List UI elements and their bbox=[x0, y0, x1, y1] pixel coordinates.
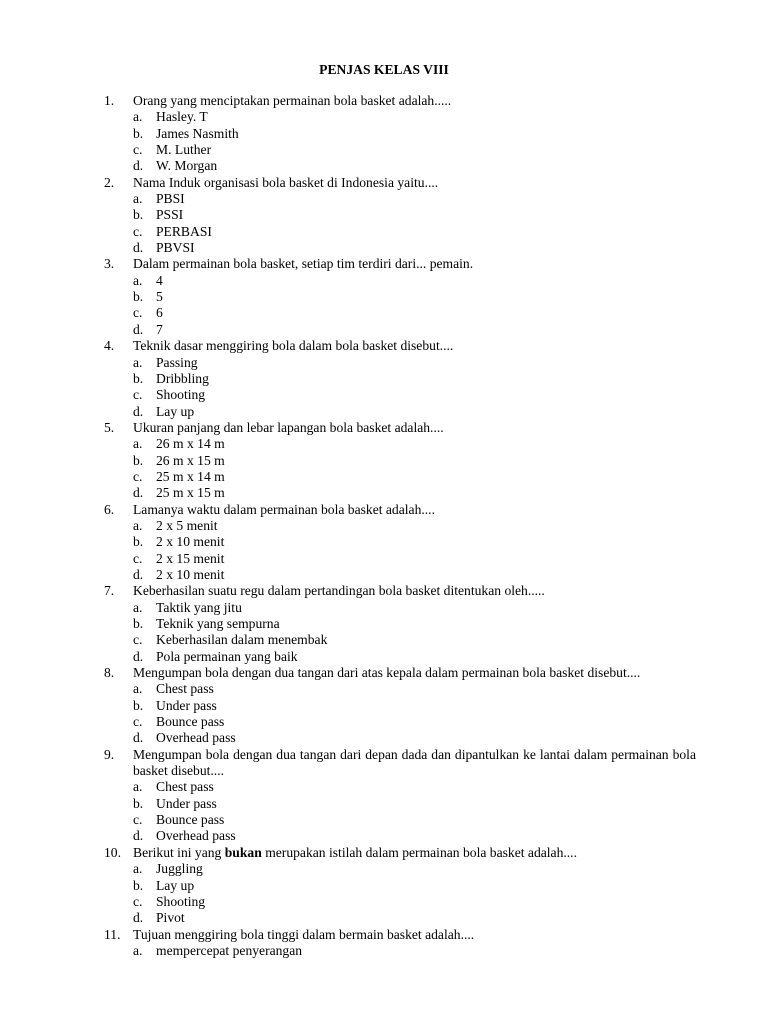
question-line bbox=[0, 583, 768, 599]
question-text bbox=[133, 927, 696, 943]
option-text: Overhead pass bbox=[156, 730, 236, 746]
option-text: Chest pass bbox=[156, 681, 214, 697]
option-text: M. Luther bbox=[156, 142, 212, 158]
page-title: PENJAS KELAS VIII bbox=[319, 62, 449, 77]
option-letter: b. bbox=[133, 370, 144, 386]
option-letter: b. bbox=[133, 534, 144, 550]
option-letter: c. bbox=[133, 812, 143, 828]
question-line bbox=[0, 256, 768, 272]
option-letter: d. bbox=[133, 648, 144, 664]
question-number: 7. bbox=[104, 583, 115, 599]
answer-option bbox=[0, 812, 768, 828]
question-item bbox=[0, 583, 768, 665]
option-letter: b. bbox=[133, 125, 144, 141]
question-text-part: Nama Induk organisasi bola basket di Indonesia yaitu.... bbox=[133, 174, 439, 190]
question-number: 2. bbox=[104, 174, 115, 190]
question-item bbox=[0, 420, 768, 502]
question-item bbox=[0, 338, 768, 420]
option-letter: b. bbox=[133, 877, 144, 893]
option-letter: a. bbox=[133, 109, 143, 125]
option-letter: c. bbox=[133, 468, 143, 484]
option-text: 25 m x 14 m bbox=[156, 468, 225, 484]
answer-option bbox=[0, 453, 768, 469]
option-text: 2 x 10 menit bbox=[156, 566, 225, 582]
option-text: 25 m x 15 m bbox=[156, 485, 225, 501]
option-letter: b. bbox=[133, 795, 144, 811]
answer-option bbox=[0, 126, 768, 142]
option-letter: a. bbox=[133, 436, 143, 452]
answer-option bbox=[0, 730, 768, 746]
question-list bbox=[0, 93, 768, 959]
answer-option bbox=[0, 714, 768, 730]
question-item bbox=[0, 927, 768, 960]
answer-option bbox=[0, 534, 768, 550]
answer-option bbox=[0, 436, 768, 452]
option-text: mempercepat penyerangan bbox=[156, 942, 303, 958]
question-item bbox=[0, 845, 768, 927]
option-text: Passing bbox=[156, 354, 198, 370]
question-line bbox=[0, 845, 768, 861]
answer-option bbox=[0, 632, 768, 648]
option-letter: a. bbox=[133, 272, 143, 288]
option-letter: c. bbox=[133, 142, 143, 158]
option-letter: d. bbox=[133, 321, 144, 337]
question-line bbox=[0, 93, 768, 109]
question-number: 10. bbox=[104, 844, 121, 860]
question-number: 4. bbox=[104, 338, 115, 354]
answer-option bbox=[0, 551, 768, 567]
question-text bbox=[133, 420, 696, 436]
question-item bbox=[0, 665, 768, 747]
question-number: 3. bbox=[104, 256, 115, 272]
question-text-part: Ukuran panjang dan lebar lapangan bola basket adalah.... bbox=[133, 419, 444, 435]
option-text: W. Morgan bbox=[156, 158, 218, 174]
option-letter: c. bbox=[133, 632, 143, 648]
option-letter: d. bbox=[133, 910, 144, 926]
option-text: Hasley. T bbox=[156, 109, 208, 125]
option-text: PBVSI bbox=[156, 240, 195, 256]
option-text: Pola permainan yang baik bbox=[156, 648, 298, 664]
option-letter: a. bbox=[133, 942, 143, 958]
answer-option bbox=[0, 191, 768, 207]
answer-option bbox=[0, 224, 768, 240]
option-letter: d. bbox=[133, 566, 144, 582]
option-text: Juggling bbox=[156, 861, 203, 877]
answer-option bbox=[0, 469, 768, 485]
option-text: Chest pass bbox=[156, 779, 214, 795]
question-text-part: Orang yang menciptakan permainan bola basket adalah..... bbox=[133, 93, 452, 108]
answer-option bbox=[0, 681, 768, 697]
question-item bbox=[0, 502, 768, 584]
option-letter: b. bbox=[133, 616, 144, 631]
answer-option bbox=[0, 779, 768, 795]
answer-option bbox=[0, 289, 768, 305]
question-text bbox=[133, 93, 696, 109]
question-text bbox=[133, 256, 696, 272]
answer-option bbox=[0, 305, 768, 321]
answer-option bbox=[0, 861, 768, 877]
option-text: Shooting bbox=[156, 387, 206, 403]
option-letter: a. bbox=[133, 861, 143, 877]
answer-option bbox=[0, 485, 768, 501]
option-letter: c. bbox=[133, 550, 143, 566]
option-text: Pivot bbox=[156, 910, 185, 926]
answer-option bbox=[0, 600, 768, 616]
question-text bbox=[133, 665, 696, 681]
answer-option bbox=[0, 387, 768, 403]
option-letter: a. bbox=[133, 517, 143, 533]
option-text: 2 x 5 menit bbox=[156, 517, 218, 533]
question-item bbox=[0, 747, 768, 845]
question-number: 8. bbox=[104, 665, 115, 681]
question-text-part: merupakan istilah dalam permainan bola basket adalah.... bbox=[261, 844, 577, 860]
question-text bbox=[133, 502, 696, 518]
question-line bbox=[0, 502, 768, 518]
option-letter: c. bbox=[133, 223, 143, 239]
option-text: PSSI bbox=[156, 207, 184, 223]
question-number: 5. bbox=[104, 419, 115, 435]
option-letter: c. bbox=[133, 305, 143, 321]
option-text: Under pass bbox=[156, 795, 217, 811]
answer-option bbox=[0, 207, 768, 223]
option-letter: b. bbox=[133, 289, 144, 305]
option-letter: c. bbox=[133, 714, 143, 730]
option-letter: a. bbox=[133, 191, 143, 207]
question-line bbox=[0, 175, 768, 191]
answer-option bbox=[0, 109, 768, 125]
option-text: 2 x 15 menit bbox=[156, 550, 225, 566]
answer-option bbox=[0, 240, 768, 256]
answer-option bbox=[0, 322, 768, 338]
option-text: 26 m x 15 m bbox=[156, 452, 225, 468]
question-number: 9. bbox=[104, 746, 115, 762]
answer-option bbox=[0, 878, 768, 894]
answer-option bbox=[0, 518, 768, 534]
question-number: 6. bbox=[104, 501, 115, 517]
question-item bbox=[0, 93, 768, 175]
option-text: Dribbling bbox=[156, 370, 209, 386]
option-text: 4 bbox=[156, 272, 163, 288]
answer-option bbox=[0, 158, 768, 174]
option-letter: b. bbox=[133, 452, 144, 468]
option-text: Lay up bbox=[156, 403, 195, 419]
question-text-part: Keberhasilan suatu regu dalam pertandingan bola basket ditentukan oleh..... bbox=[133, 583, 545, 599]
option-letter: d. bbox=[133, 158, 144, 174]
option-text: Shooting bbox=[156, 893, 206, 909]
option-text: Under pass bbox=[156, 697, 217, 713]
option-text: PBSI bbox=[156, 191, 185, 207]
option-letter: d. bbox=[133, 828, 144, 844]
answer-option bbox=[0, 910, 768, 926]
option-text: 7 bbox=[156, 321, 163, 337]
question-text-part: Tujuan menggiring bola tinggi dalam bermain basket adalah.... bbox=[133, 926, 475, 942]
option-text: Bounce pass bbox=[156, 714, 225, 730]
question-text-part: Berikut ini yang bbox=[133, 844, 225, 860]
question-line bbox=[0, 338, 768, 354]
option-letter: d. bbox=[133, 403, 144, 419]
option-text: Taktik yang jitu bbox=[156, 599, 242, 615]
question-text bbox=[133, 747, 696, 780]
answer-option bbox=[0, 698, 768, 714]
question-line bbox=[0, 747, 768, 780]
question-text-part: Mengumpan bola dengan dua tangan dari atas kepala dalam permainan bola basket disebut.... bbox=[133, 665, 641, 681]
option-letter: a. bbox=[133, 599, 143, 615]
question-text-part: Lamanya waktu dalam permainan bola basket adalah.... bbox=[133, 501, 435, 517]
question-text bbox=[133, 175, 696, 191]
answer-option bbox=[0, 943, 768, 959]
option-letter: d. bbox=[133, 485, 144, 501]
answer-option bbox=[0, 616, 768, 632]
question-text-part: Mengumpan bola dengan dua tangan dari depan dada dan dipantulkan ke lantai dalam permainan bola basket disebut.... bbox=[133, 746, 696, 779]
option-text: 2 x 10 menit bbox=[156, 534, 225, 550]
option-letter: b. bbox=[133, 697, 144, 713]
option-text: Bounce pass bbox=[156, 812, 225, 828]
question-text-part: Dalam permainan bola basket, setiap tim terdiri dari... pemain. bbox=[133, 256, 474, 272]
answer-option bbox=[0, 142, 768, 158]
option-letter: d. bbox=[133, 730, 144, 746]
option-text: 5 bbox=[156, 289, 163, 305]
answer-option bbox=[0, 273, 768, 289]
question-text bbox=[133, 845, 696, 861]
answer-option bbox=[0, 894, 768, 910]
question-text bbox=[133, 583, 696, 599]
answer-option bbox=[0, 649, 768, 665]
answer-option bbox=[0, 828, 768, 844]
option-text: 6 bbox=[156, 305, 163, 321]
question-emphasis: bukan bbox=[224, 844, 262, 860]
answer-option bbox=[0, 371, 768, 387]
option-letter: b. bbox=[133, 207, 144, 223]
option-letter: d. bbox=[133, 240, 144, 256]
option-text: 26 m x 14 m bbox=[156, 436, 225, 452]
option-text: Overhead pass bbox=[156, 828, 236, 844]
option-letter: c. bbox=[133, 893, 143, 909]
answer-option bbox=[0, 567, 768, 583]
question-line bbox=[0, 420, 768, 436]
answer-option bbox=[0, 404, 768, 420]
question-text bbox=[133, 338, 696, 354]
question-number: 1. bbox=[104, 93, 115, 108]
option-letter: a. bbox=[133, 354, 143, 370]
question-number: 11. bbox=[104, 926, 121, 942]
answer-option bbox=[0, 355, 768, 371]
question-line bbox=[0, 665, 768, 681]
option-text: Keberhasilan dalam menembak bbox=[156, 632, 328, 648]
option-letter: a. bbox=[133, 681, 143, 697]
question-line bbox=[0, 927, 768, 943]
option-text: Teknik yang sempurna bbox=[156, 616, 280, 631]
option-text: Lay up bbox=[156, 877, 195, 893]
question-item bbox=[0, 175, 768, 257]
option-text: PERBASI bbox=[156, 223, 212, 239]
option-letter: c. bbox=[133, 387, 143, 403]
option-letter: a. bbox=[133, 779, 143, 795]
question-item bbox=[0, 256, 768, 338]
answer-option bbox=[0, 796, 768, 812]
option-text: James Nasmith bbox=[156, 125, 239, 141]
question-text-part: Teknik dasar menggiring bola dalam bola basket disebut.... bbox=[133, 338, 454, 354]
